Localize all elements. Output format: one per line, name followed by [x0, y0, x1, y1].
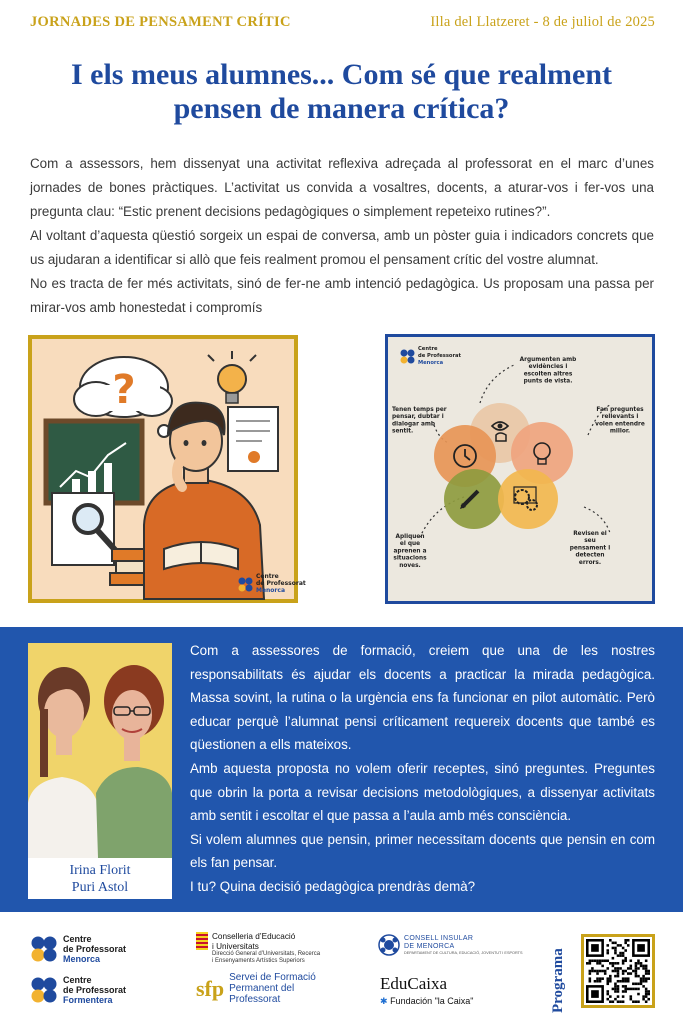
author-name-2: Puri Astol — [71, 880, 129, 895]
event-name: JORNADES DE PENSAMENT CRÍTIC — [30, 14, 291, 30]
teacher-illustration — [28, 335, 306, 603]
critical-thinking-infographic — [385, 334, 655, 604]
conselleria-logo: Conselleria d’Educació i Universitats Direcció General d’Universitats, Recerca i Ensenyaments Artístics Superiors — [196, 932, 326, 965]
star-icon: ✱ — [380, 996, 388, 1006]
cep-menorca-footer-logo: Centre de Professorat Menorca — [30, 934, 126, 964]
authors-photo — [28, 643, 172, 858]
cep-formentera-mark-icon — [30, 976, 58, 1004]
intro-paragraph-2: Al voltant d’aquesta qüestió sorgeix un espai de conversa, amb un pòster guia i indicadors concrets que us ajudaran a identificar si allò que feis realment promou el pensament crític del vostre alumnat. — [30, 228, 654, 267]
infographic-label-2: Tenen temps per pensar, dubtar i dialogar amb sentit. — [392, 407, 447, 435]
teacher-illustration-svg — [32, 339, 306, 599]
event-place-date: Illa del Llatzeret - 8 de juliol de 2025 — [430, 14, 655, 30]
svg-text:Menorca: Menorca — [418, 360, 444, 366]
programa-text: Programa — [550, 948, 566, 1013]
svg-text:Centre: Centre — [256, 573, 279, 580]
authors-photo-svg — [28, 643, 172, 858]
cep-formentera-footer-logo: Centre de Professorat Formentera — [30, 975, 126, 1005]
svg-text:de Professorat: de Professorat — [256, 580, 306, 587]
page-header — [30, 14, 655, 34]
programa-label — [540, 935, 570, 1015]
sfpp-logo: sfp Servei de Formació Permanent del Professorat — [196, 972, 316, 1005]
fundacion-la-caixa-logo: ✱ Fundación "la Caixa" — [380, 996, 474, 1006]
educaixa-logo: EduCaixa — [380, 974, 448, 993]
svg-text:de Professorat: de Professorat — [418, 353, 462, 359]
reflection-text — [190, 639, 655, 899]
title-line-1: I els meus alumnes... Com sé que realment — [70, 58, 613, 91]
question-mark-icon: ? — [112, 367, 136, 413]
svg-text:Centre: Centre — [418, 346, 438, 352]
page-title — [20, 58, 663, 126]
magnifier-icon — [52, 493, 116, 565]
certificate-icon — [228, 407, 278, 471]
intro-text — [30, 152, 654, 320]
reflection-paragraph-1: Com a assessores de formació, creiem que una de les nostres responsabilitats és ajudar els docents a practicar la mirada pedagògica. Massa sovint, la rutina o la urgència ens fa funcionar en pilot automàtic. Però educar perquè l’alumnat pensi críticament requereix docents que també es qüestionen a ells mateixos. — [190, 643, 655, 753]
infographic-label-1: Argumenten amb evidències i escolten altres punts de vista. — [519, 357, 577, 385]
circle-pencil — [444, 469, 504, 529]
sfpp-mark-icon: sfp — [196, 975, 225, 1001]
programa-qr-code[interactable] — [581, 934, 655, 1008]
balearic-flag-icon — [196, 932, 208, 950]
infographic-label-4: Apliquen el que aprenen a situacions noves. — [393, 534, 427, 569]
reflection-paragraph-2: Amb aquesta proposta no volem oferir receptes, sinó preguntes. Preguntes que obrin la porta a revisar decisions metodològiques, a dissenyar activitats amb sentit i escoltar el que passa a l’aula amb més consciència. — [190, 760, 655, 824]
intro-paragraph-1: Com a assessors, hem dissenyat una activitat reflexiva adreçada al professorat en el marc d’unes jornades de bones pràctiques. L’activitat us convida a vosaltres, docents, a aturar-vos i fer-vos una pregunta clau: “Estic prenent decisions pedagògiques o simplement repeteixo rutines?”. — [30, 156, 654, 219]
authors-names — [28, 858, 172, 899]
qr-code-icon — [586, 939, 650, 1003]
cep-menorca-mark-icon — [30, 935, 58, 963]
infographic-label-3: Fan preguntes rellevants i volen entendre millor. — [595, 407, 645, 435]
title-line-2: pensen de manera crítica? — [173, 92, 510, 125]
infographic-label-5: Revisen el seu pensament i detecten errors. — [569, 531, 611, 566]
consell-insular-logo: CONSELL INSULAR DE MENORCA DEPARTAMENT DE CULTURA, EDUCACIÓ, JOVENTUT I ESPORTS — [378, 934, 523, 956]
reflection-paragraph-4: I tu? Quina decisió pedagògica prendràs demà? — [190, 878, 476, 894]
infographic-svg — [388, 337, 652, 601]
intro-paragraph-3: No es tracta de fer més activitats, sinó de fer-ne amb intenció pedagògica. Us proposam una passa per mirar-vos amb honestedat i compromís — [30, 276, 654, 315]
author-name-1: Irina Florit — [69, 863, 131, 878]
chalkboard-icon — [46, 421, 142, 503]
consell-insular-mark-icon — [378, 934, 400, 956]
svg-text:Menorca: Menorca — [256, 587, 285, 594]
reflection-paragraph-3: Si volem alumnes que pensin, primer necessitam docents que pensin en com els fan pensar. — [190, 831, 655, 871]
